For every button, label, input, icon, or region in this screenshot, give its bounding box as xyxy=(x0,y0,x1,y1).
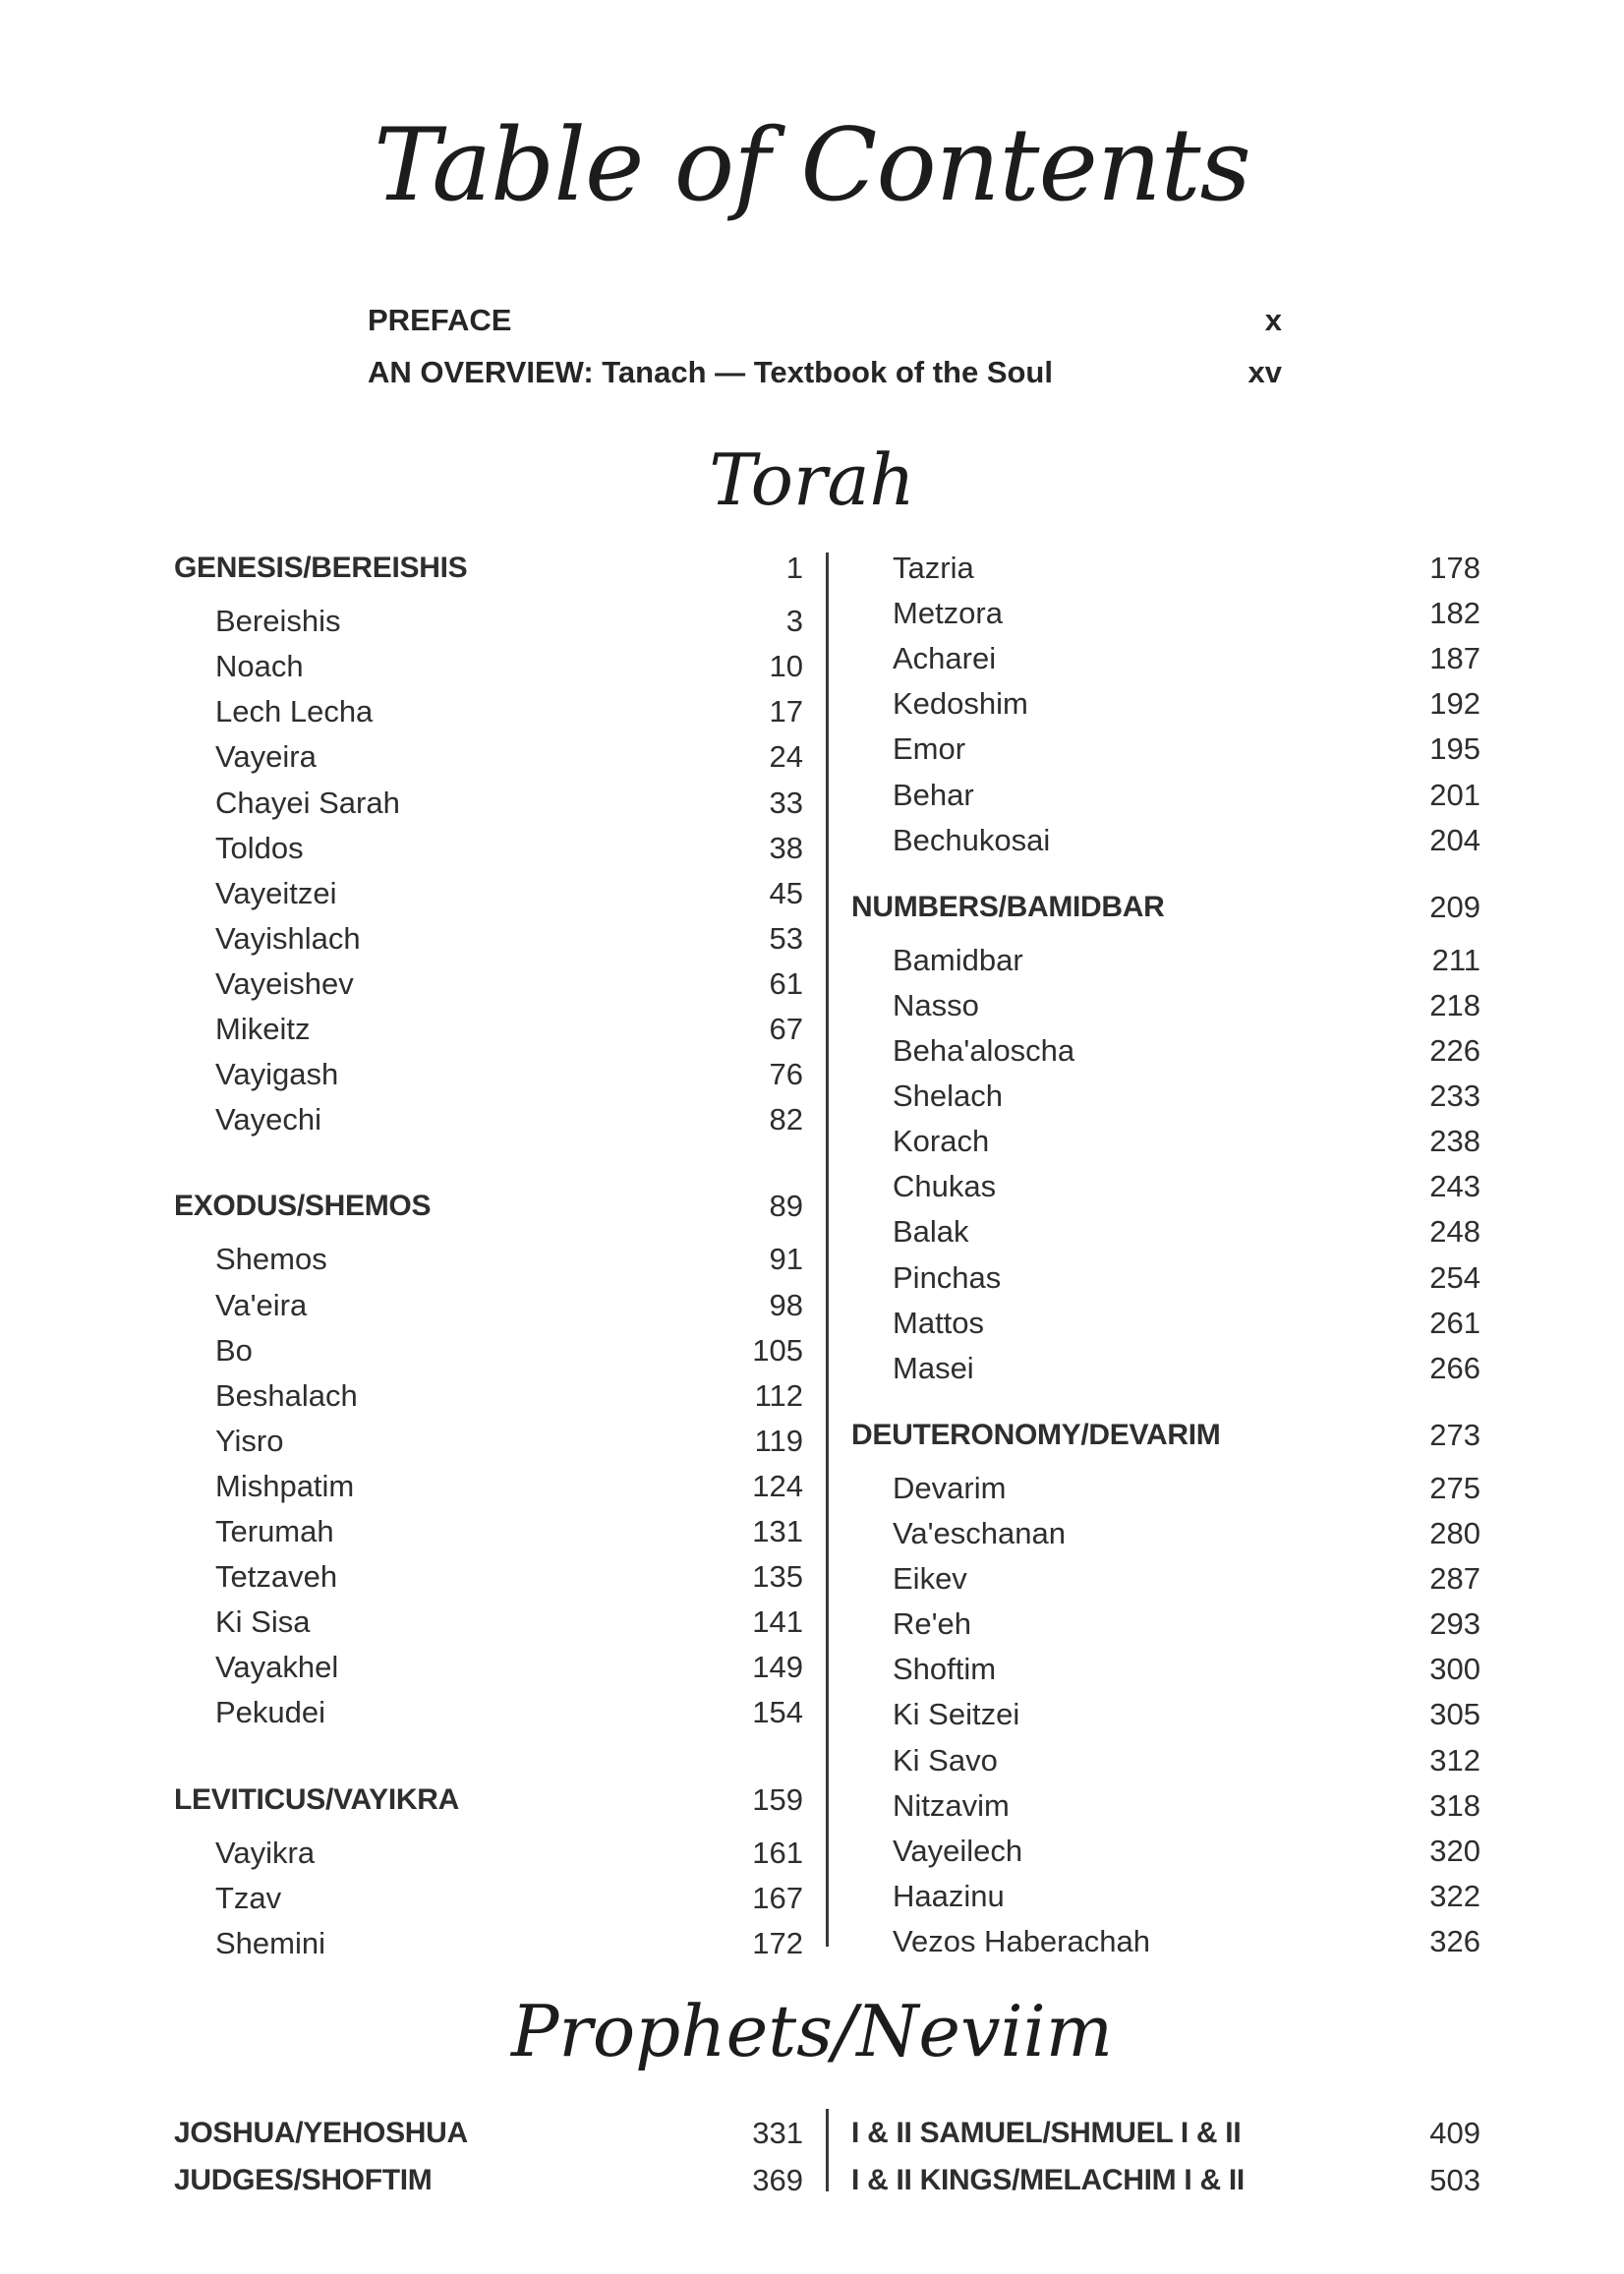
toc-portion-entry xyxy=(851,594,1480,633)
entry-page-number: 141 xyxy=(752,1604,803,1640)
toc-portion-entry xyxy=(851,684,1480,724)
preface-label: PREFACE xyxy=(368,303,512,337)
toc-book-entry xyxy=(174,2161,803,2200)
entry-page-number: 119 xyxy=(754,1423,803,1458)
entry-label: Shemos xyxy=(215,1242,327,1277)
toc-portion-entry xyxy=(174,1286,803,1325)
entry-page-number: 154 xyxy=(752,1695,803,1730)
toc-portion-entry xyxy=(174,737,803,777)
entry-page-number: 273 xyxy=(1429,1417,1480,1452)
entry-page-number: 89 xyxy=(769,1189,803,1224)
entry-label: Shelach xyxy=(893,1079,1004,1114)
overview-label: AN OVERVIEW: Tanach — Textbook of the Soul xyxy=(368,355,1053,389)
entry-page-number: 149 xyxy=(752,1650,803,1685)
entry-label: Vezos Haberachah xyxy=(893,1923,1150,1958)
entry-label: JUDGES/SHOFTIM xyxy=(174,2164,433,2196)
toc-portion-entry xyxy=(174,1648,803,1687)
entry-page-number: 218 xyxy=(1429,987,1480,1022)
toc-portion-entry xyxy=(174,692,803,731)
entry-label: Vayakhel xyxy=(215,1650,339,1685)
entry-label: Mikeitz xyxy=(215,1012,311,1046)
toc-portion-entry xyxy=(851,1077,1480,1116)
entry-page-number: 312 xyxy=(1429,1742,1480,1778)
toc-portion-entry xyxy=(851,1122,1480,1161)
toc-portion-entry xyxy=(174,1467,803,1506)
entry-page-number: 261 xyxy=(1429,1305,1480,1340)
entry-label: Bo xyxy=(215,1332,253,1368)
entry-label: Va'eira xyxy=(215,1287,308,1322)
toc-portion-entry xyxy=(851,1922,1480,1961)
entry-label: Pekudei xyxy=(215,1695,326,1730)
entry-page-number: 24 xyxy=(769,739,803,775)
toc-portion-entry xyxy=(851,986,1480,1025)
toc-book-entry xyxy=(174,549,803,588)
entry-page-number: 61 xyxy=(769,965,803,1001)
toc-portion-entry xyxy=(851,729,1480,769)
toc-portion-entry xyxy=(851,1031,1480,1071)
entry-label: Metzora xyxy=(893,596,1003,631)
entry-page-number: 238 xyxy=(1429,1124,1480,1159)
overview-page: xv xyxy=(1247,355,1282,389)
toc-portion-entry xyxy=(174,1376,803,1416)
entry-page-number: 33 xyxy=(769,785,803,820)
toc-book-entry xyxy=(174,2114,803,2153)
entry-label: LEVITICUS/VAYIKRA xyxy=(174,1782,459,1816)
toc-portion-entry xyxy=(174,829,803,868)
toc-portion-entry xyxy=(174,1055,803,1094)
entry-page-number: 98 xyxy=(769,1287,803,1322)
entry-label: Ki Seitzei xyxy=(893,1697,1020,1732)
entry-label: Yisro xyxy=(215,1423,284,1458)
entry-label: Vayikra xyxy=(215,1835,316,1870)
entry-page-number: 293 xyxy=(1429,1606,1480,1642)
entry-label: Chayei Sarah xyxy=(215,785,400,820)
entry-label: Pinchas xyxy=(893,1259,1002,1295)
page-title: Table of Contents xyxy=(374,107,1250,224)
entry-label: GENESIS/BEREISHIS xyxy=(174,552,468,584)
entry-label: Tzav xyxy=(215,1880,282,1915)
entry-page-number: 204 xyxy=(1429,822,1480,857)
toc-portion-entry xyxy=(851,1258,1480,1298)
overview-row xyxy=(368,355,1282,398)
torah-column-divider xyxy=(826,553,829,1947)
toc-portion-entry xyxy=(174,1693,803,1732)
toc-portion-entry xyxy=(174,1100,803,1139)
entry-page-number: 254 xyxy=(1429,1259,1480,1295)
entry-page-number: 182 xyxy=(1429,596,1480,631)
entry-page-number: 10 xyxy=(769,649,803,684)
entry-page-number: 131 xyxy=(752,1514,803,1548)
entry-page-number: 280 xyxy=(1429,1516,1480,1550)
torah-heading: Torah xyxy=(709,438,915,521)
toc-portion-entry xyxy=(174,1834,803,1873)
entry-page-number: 82 xyxy=(769,1102,803,1137)
entry-page-number: 248 xyxy=(1429,1214,1480,1250)
toc-portion-entry xyxy=(174,1331,803,1370)
toc-portion-entry xyxy=(851,1304,1480,1343)
entry-label: Mishpatim xyxy=(215,1468,355,1503)
entry-label: Bechukosai xyxy=(893,822,1051,857)
entry-label: Shoftim xyxy=(893,1652,997,1687)
entry-label: Bamidbar xyxy=(893,942,1023,977)
toc-portion-entry xyxy=(851,1604,1480,1644)
entry-label: Vayeilech xyxy=(893,1833,1023,1868)
toc-portion-entry xyxy=(851,549,1480,588)
entry-label: Mattos xyxy=(893,1305,985,1340)
toc-portion-entry xyxy=(851,1741,1480,1780)
entry-label: Masei xyxy=(893,1350,974,1385)
entry-label: Beha'aloscha xyxy=(893,1033,1075,1068)
entry-page-number: 105 xyxy=(752,1332,803,1368)
entry-page-number: 159 xyxy=(752,1781,803,1817)
toc-portion-entry xyxy=(851,1349,1480,1388)
toc-portion-entry xyxy=(174,1557,803,1597)
entry-label: DEUTERONOMY/DEVARIM xyxy=(851,1418,1221,1451)
entry-label: Nasso xyxy=(893,987,979,1022)
entry-label: JOSHUA/YEHOSHUA xyxy=(174,2117,468,2149)
preface-row xyxy=(368,303,1282,346)
entry-label: Ki Savo xyxy=(893,1742,998,1778)
entry-page-number: 266 xyxy=(1429,1350,1480,1385)
entry-label: Vayigash xyxy=(215,1057,339,1092)
entry-label: Toldos xyxy=(215,830,304,865)
toc-book-entry xyxy=(851,2161,1480,2200)
entry-label: EXODUS/SHEMOS xyxy=(174,1190,432,1223)
entry-page-number: 135 xyxy=(752,1559,803,1595)
entry-page-number: 209 xyxy=(1429,889,1480,924)
toc-portion-entry xyxy=(174,1512,803,1551)
entry-page-number: 178 xyxy=(1429,551,1480,585)
entry-page-number: 53 xyxy=(769,920,803,956)
entry-page-number: 226 xyxy=(1429,1033,1480,1068)
entry-page-number: 1 xyxy=(785,551,803,585)
entry-page-number: 76 xyxy=(769,1057,803,1092)
entry-page-number: 331 xyxy=(752,2116,803,2150)
entry-label: Vayeishev xyxy=(215,965,354,1001)
entry-page-number: 300 xyxy=(1429,1652,1480,1687)
entry-page-number: 305 xyxy=(1429,1697,1480,1732)
toc-portion-entry xyxy=(174,1010,803,1049)
toc-book-entry xyxy=(174,1187,803,1226)
entry-page-number: 287 xyxy=(1429,1561,1480,1597)
entry-label: Noach xyxy=(215,649,304,684)
toc-portion-entry xyxy=(174,919,803,959)
prophets-heading: Prophets/Neviim xyxy=(510,1990,1114,2072)
entry-page-number: 195 xyxy=(1429,731,1480,767)
prophets-column-divider xyxy=(826,2109,829,2191)
entry-label: Kedoshim xyxy=(893,686,1028,722)
toc-book-entry xyxy=(851,2114,1480,2153)
toc-portion-entry xyxy=(851,1786,1480,1826)
entry-label: Acharei xyxy=(893,641,997,676)
entry-label: Eikev xyxy=(893,1561,967,1597)
entry-page-number: 320 xyxy=(1429,1833,1480,1868)
entry-page-number: 172 xyxy=(752,1925,803,1960)
toc-book-entry xyxy=(851,888,1480,927)
entry-page-number: 233 xyxy=(1429,1079,1480,1114)
toc-portion-entry xyxy=(851,941,1480,980)
preface-page: x xyxy=(1264,303,1282,337)
entry-page-number: 45 xyxy=(769,875,803,910)
toc-portion-entry xyxy=(851,1877,1480,1916)
entry-page-number: 192 xyxy=(1429,686,1480,722)
toc-portion-entry xyxy=(851,1832,1480,1871)
toc-portion-entry xyxy=(851,776,1480,815)
entry-page-number: 124 xyxy=(752,1468,803,1503)
entry-label: Vayeira xyxy=(215,739,317,775)
entry-label: Emor xyxy=(893,731,966,767)
toc-portion-entry xyxy=(174,784,803,823)
entry-label: Terumah xyxy=(215,1514,334,1548)
entry-label: Tetzaveh xyxy=(215,1559,338,1595)
toc-portion-entry xyxy=(851,1469,1480,1508)
entry-label: Va'eschanan xyxy=(893,1516,1066,1550)
toc-portion-entry xyxy=(851,639,1480,678)
entry-label: Nitzavim xyxy=(893,1787,1010,1823)
toc-portion-entry xyxy=(851,1212,1480,1252)
entry-label: Lech Lecha xyxy=(215,694,374,729)
entry-page-number: 322 xyxy=(1429,1878,1480,1913)
entry-page-number: 369 xyxy=(752,2163,803,2197)
toc-portion-entry xyxy=(174,964,803,1004)
entry-page-number: 503 xyxy=(1429,2163,1480,2197)
entry-page-number: 112 xyxy=(754,1377,803,1413)
toc-portion-entry xyxy=(851,1650,1480,1689)
entry-label: Ki Sisa xyxy=(215,1604,311,1640)
toc-portion-entry xyxy=(174,647,803,686)
toc-portion-entry xyxy=(851,821,1480,860)
entry-label: Vayechi xyxy=(215,1102,321,1137)
entry-label: Bereishis xyxy=(215,604,341,639)
entry-page-number: 201 xyxy=(1429,777,1480,812)
toc-portion-entry xyxy=(851,1167,1480,1206)
entry-label: Beshalach xyxy=(215,1377,358,1413)
toc-portion-entry xyxy=(174,874,803,913)
entry-label: Vayishlach xyxy=(215,920,361,956)
entry-label: NUMBERS/BAMIDBAR xyxy=(851,890,1165,923)
entry-label: Shemini xyxy=(215,1925,325,1960)
toc-portion-entry xyxy=(174,1924,803,1963)
toc-book-entry xyxy=(851,1416,1480,1455)
entry-page-number: 91 xyxy=(769,1242,803,1277)
entry-label: Vayeitzei xyxy=(215,875,337,910)
entry-page-number: 17 xyxy=(769,694,803,729)
toc-portion-entry xyxy=(174,1879,803,1918)
entry-page-number: 187 xyxy=(1429,641,1480,676)
entry-page-number: 38 xyxy=(769,830,803,865)
entry-page-number: 318 xyxy=(1429,1787,1480,1823)
entry-label: Korach xyxy=(893,1124,990,1159)
toc-portion-entry xyxy=(174,602,803,641)
entry-label: Re'eh xyxy=(893,1606,972,1642)
entry-page-number: 326 xyxy=(1429,1923,1480,1958)
toc-portion-entry xyxy=(174,1603,803,1642)
entry-page-number: 3 xyxy=(785,604,803,639)
entry-page-number: 275 xyxy=(1429,1470,1480,1505)
toc-portion-entry xyxy=(851,1514,1480,1553)
entry-label: I & II KINGS/MELACHIM I & II xyxy=(851,2164,1245,2196)
entry-label: Devarim xyxy=(893,1470,1007,1505)
toc-portion-entry xyxy=(174,1240,803,1279)
toc-portion-entry xyxy=(851,1695,1480,1734)
toc-portion-entry xyxy=(851,1559,1480,1599)
entry-label: I & II SAMUEL/SHMUEL I & II xyxy=(851,2117,1242,2149)
entry-page-number: 409 xyxy=(1429,2116,1480,2150)
toc-book-entry xyxy=(174,1780,803,1820)
entry-page-number: 167 xyxy=(752,1880,803,1915)
entry-label: Balak xyxy=(893,1214,969,1250)
entry-label: Tazria xyxy=(893,551,974,585)
entry-page-number: 211 xyxy=(1431,942,1480,977)
entry-label: Chukas xyxy=(893,1169,997,1204)
toc-portion-entry xyxy=(174,1422,803,1461)
entry-page-number: 243 xyxy=(1429,1169,1480,1204)
entry-label: Haazinu xyxy=(893,1878,1005,1913)
entry-page-number: 67 xyxy=(769,1012,803,1046)
entry-label: Behar xyxy=(893,777,974,812)
entry-page-number: 161 xyxy=(752,1835,803,1870)
